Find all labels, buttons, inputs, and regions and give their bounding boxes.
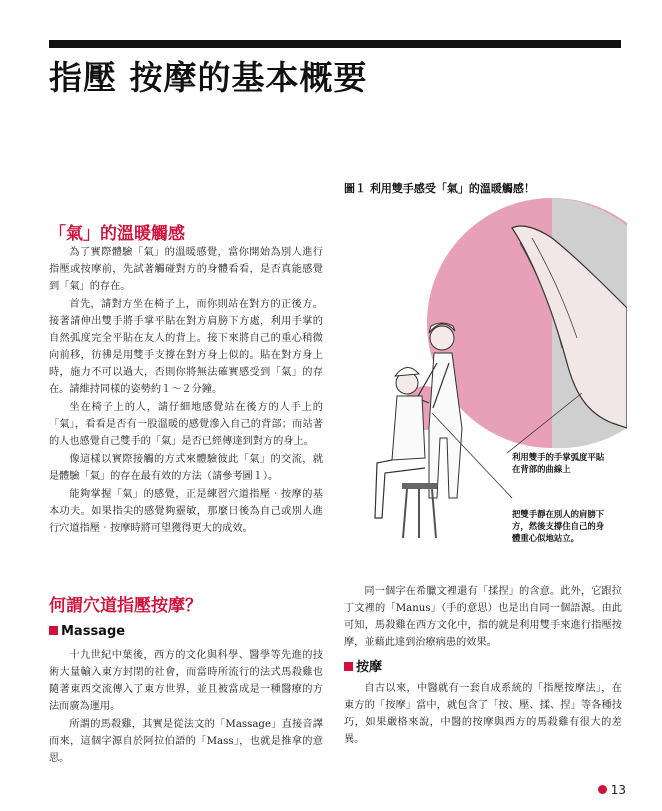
subheading-anmo: 按摩 [344,656,382,675]
paragraph: 十九世紀中葉後，西方的文化與科學、醫學等先進的技術大量輸入東方封閉的社會，而當時所流行的法式馬殺雞也隨著東西交流傳入了東方世界，並且被當成是一種醫療的方法而廣為運用。 [49,650,323,712]
paragraph: 能夠掌握「氣」的感覺，正是練習穴道指壓‧按摩的基本功夫。如果指尖的感覺夠靈敏，那麼日後為自己或別人進行穴道指壓‧按摩時將可望獲得更大的成效。 [49,489,323,534]
paragraph: 所謂的馬殺雞，其實是從法文的「Massage」直接音譯而來，這個字源自於阿拉伯語的「Mass」，也就是推拿的意思。 [49,719,323,764]
page-title: 指壓 按摩的基本概要 [49,58,368,97]
massage-body [49,647,323,768]
anmo-body [344,680,622,749]
bullet-dot-icon [598,785,607,794]
paragraph: 坐在椅子上的人，請仔細地感覺站在後方的人手上的「氣」，看看是否有一股溫暖的感覺滲入自己的背部；而站著的人也感覺自己雙手的「氣」是否已經傳達到對方的身上。 [49,402,323,447]
section-heading-acupressure: 何謂穴道指壓按摩？ [49,596,202,616]
square-bullet-icon [49,626,58,635]
section-heading-qi: 「氣」的溫暖觸感 [49,224,185,244]
paragraph: 像這樣以實際接觸的方式來體驗彼此「氣」的交流，就是體驗「氣」的存在最有效的方法（請參考圖１）。 [49,454,323,482]
subheading-massage: Massage [49,624,125,639]
figure-note-palm: 利用雙手的手掌弧度平貼在背部的曲線上 [512,452,605,474]
paragraph: 自古以來，中醫就有一套自成系統的「指壓按摩法」，在東方的「按摩」當中，就包含了「按、壓、揉、捏」等各種技巧，如果嚴格來說，中醫的按摩與西方的馬殺雞有很大的差異。 [344,683,622,745]
paragraph: 為了實際體驗「氣」的溫暖感覺，當你開始為別人進行指壓或按摩前，先試著觸碰對方的身體看看，是否真能感覺到「氣」的存在。 [49,247,323,292]
section1-body [49,244,323,538]
paragraph: 首先，請對方坐在椅子上，而你則站在對方的正後方。接著請伸出雙手將手掌平貼在對方肩膀下方處，利用手掌的自然弧度完全平貼在友人的背上。接下來將自己的重心稍微向前移，彷彿是用雙手支撐在對方身上似的。貼在對方身上時，施力不可以過大，否則你將無法確實感受到「氣」的存在。請維持同樣的姿勢約１～２分鐘。 [49,299,323,395]
figure-caption: 圖１ 利用雙手感受「氣」的溫暖觸感！ [344,182,535,195]
massage-continued-body [344,583,622,652]
square-bullet-icon [344,662,353,671]
title-rule [49,40,621,48]
paragraph: 同一個字在希臘文裡還有「揉捏」的含意。此外，它跟拉丁文裡的「Manus」（手的意思）也是出自同一個語源。由此可知，馬殺雞在西方文化中，指的就是利用雙手來進行指壓按摩，並藉此達到治療病患的效果。 [344,586,622,648]
page-number: 13 [598,783,626,797]
figure-note-shoulder: 把雙手靜在別人的肩膀下方，然後支撐住自己的身體重心似地站立。 [512,509,605,543]
